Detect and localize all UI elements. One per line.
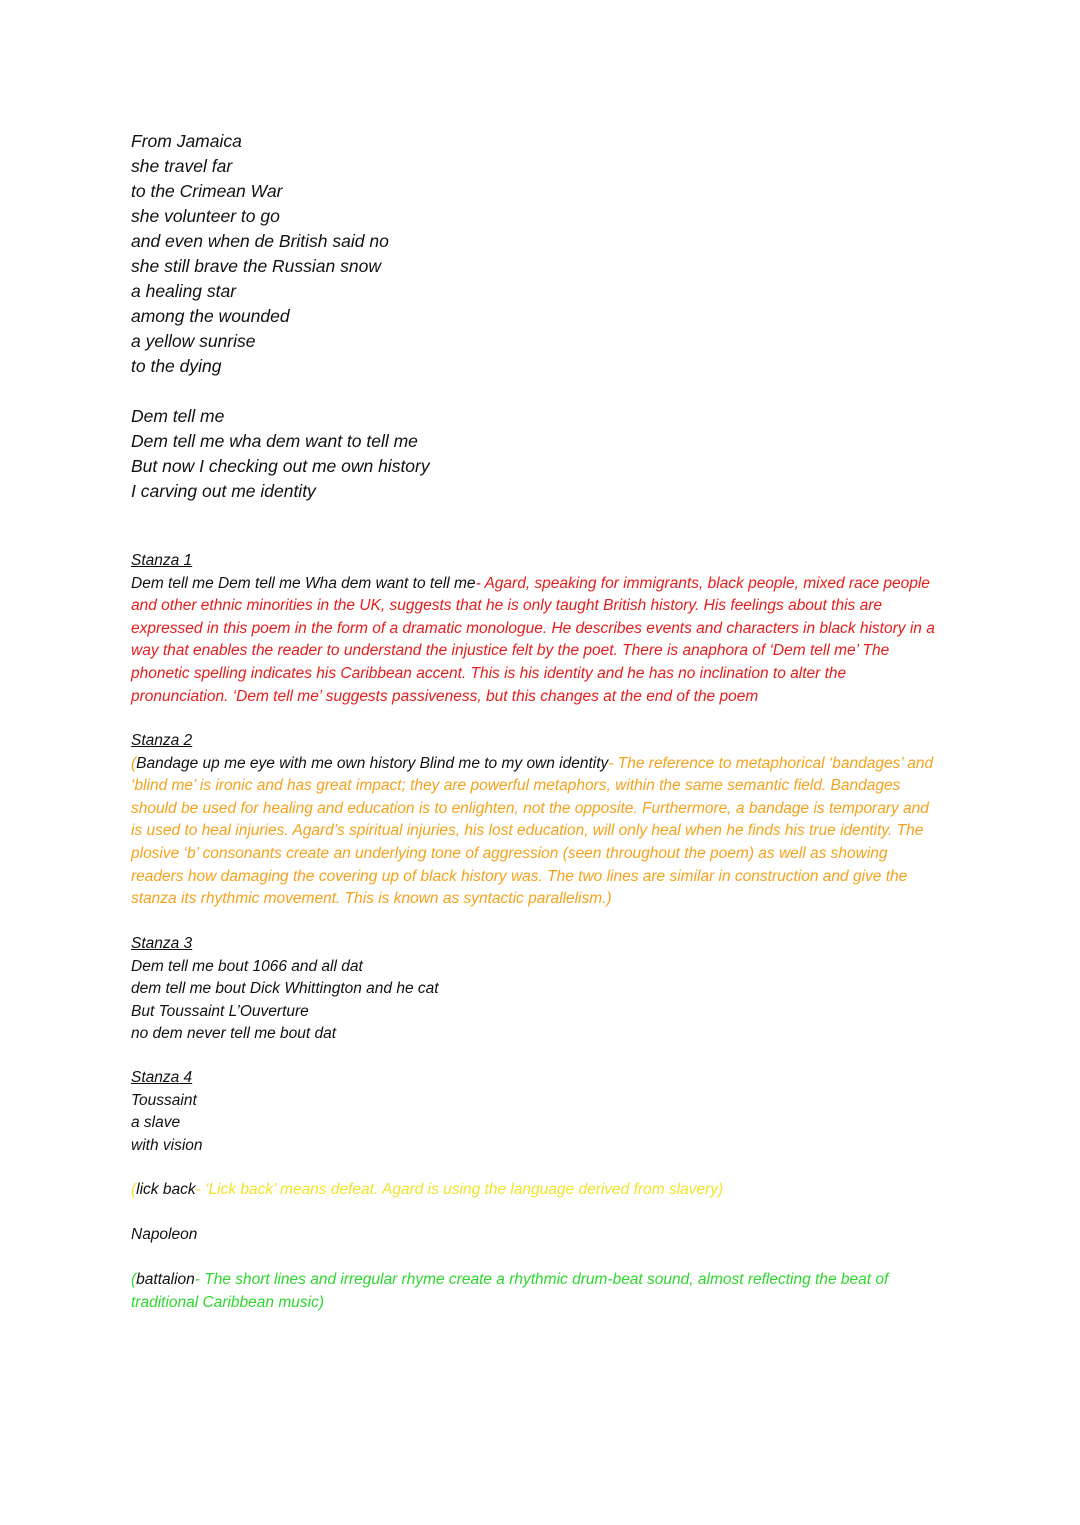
open-paren: (	[131, 754, 137, 772]
poem-line: a yellow sunrise	[131, 331, 256, 351]
stanza-line: a slave	[131, 1114, 181, 1132]
annotation-paragraph	[131, 573, 943, 709]
stanza-2-notes	[131, 730, 943, 911]
poem-line: a healing star	[131, 281, 237, 301]
stanza-heading: Stanza 1	[131, 552, 193, 569]
annotation-paragraph	[131, 1269, 943, 1314]
stanza-line: Napoleon	[131, 1226, 198, 1243]
stanza-line: dem tell me bout Dick Whittington and he cat	[131, 980, 439, 998]
stanza-line: But Toussaint L’Ouverture	[131, 1002, 309, 1020]
annotation-text: - Agard, speaking for immigrants, black people, mixed race people and other ethnic minorities in the UK, suggests that he is only taught British history. His feelings about this are expressed in this poem in the form of a dramatic monologue. He describes events and characters in black history in a way that enables the reader to understand the injustice felt by the poet. There is anaphora of ‘Dem tell me’ The phonetic spelling indicates his Caribbean accent. This is his identity and he has no inclination to alter the pronunciation. ‘Dem tell me’ suggests passiveness, but this changes at the end of the poem	[131, 574, 935, 705]
stanza-heading: Stanza 3	[131, 935, 193, 952]
quoted-lines: Bandage up me eye with me own history Blind me to my own identity	[136, 754, 609, 772]
stanza-line: no dem never tell me bout dat	[131, 1025, 337, 1043]
poem-line: she still brave the Russian snow	[131, 256, 381, 276]
poem-line: From Jamaica	[131, 131, 242, 151]
annotation-text: - The reference to metaphorical ‘bandages’ and ‘blind me’ is ironic and has great impact; they are powerful metaphors, within the same semantic field. Bandages should be used for healing and education is to enlighten, not the opposite. Furthermore, a bandage is temporary and is used to heal injuries. Agard’s spiritual injuries, his lost education, will only heal when he finds his true identity. The plosive ‘b’ consonants create an underlying tone of aggression (seen throughout the poem) as well as showing readers how damaging the covering up of black history was. The two lines are similar in construction and give the stanza its rhythmic movement. This is known as syntactic parallelism.)	[131, 754, 934, 908]
stanza-heading: Stanza 4	[131, 1069, 193, 1086]
poem-line: But now I checking out me own history	[131, 456, 430, 476]
poem-line: Dem tell me wha dem want to tell me	[131, 431, 418, 451]
poem-line: to the dying	[131, 356, 222, 376]
napoleon-line	[131, 1224, 943, 1247]
stanza-line: with vision	[131, 1136, 203, 1154]
stanza-1-notes	[131, 550, 943, 708]
annotation-text: - The short lines and irregular rhyme create a rhythmic drum-beat sound, almost reflecting the beat of traditional Caribbean music)	[131, 1271, 889, 1311]
stanza-line: Toussaint	[131, 1091, 197, 1109]
poem-line: to the Crimean War	[131, 181, 283, 201]
stanza-3-notes	[131, 933, 943, 1046]
annotation-text: - ‘Lick back’ means defeat. Agard is using the language derived from slavery)	[195, 1181, 724, 1198]
stanza-4-notes	[131, 1067, 943, 1157]
poem-line: I carving out me identity	[131, 481, 316, 501]
quoted-lines: Dem tell me Dem tell me Wha dem want to tell me	[131, 574, 476, 592]
stanza-line: Dem tell me bout 1066 and all dat	[131, 957, 363, 975]
quoted-lines: battalion	[136, 1271, 195, 1288]
poem-line: she travel far	[131, 156, 233, 176]
open-paren: (	[131, 1271, 137, 1288]
poem-line: among the wounded	[131, 306, 290, 326]
poem-line: and even when de British said no	[131, 231, 389, 251]
lick-back-note	[131, 1179, 943, 1202]
annotation-paragraph	[131, 753, 943, 911]
poem-line: she volunteer to go	[131, 206, 280, 226]
poem-line: Dem tell me	[131, 406, 225, 426]
stanza-heading: Stanza 2	[131, 732, 193, 749]
poem-excerpt-part1	[131, 129, 389, 379]
annotation-paragraph	[131, 1179, 943, 1202]
quoted-lines: lick back	[136, 1181, 196, 1198]
battalion-note	[131, 1269, 943, 1314]
open-paren: (	[131, 1181, 137, 1198]
poem-excerpt-part2	[131, 404, 430, 504]
